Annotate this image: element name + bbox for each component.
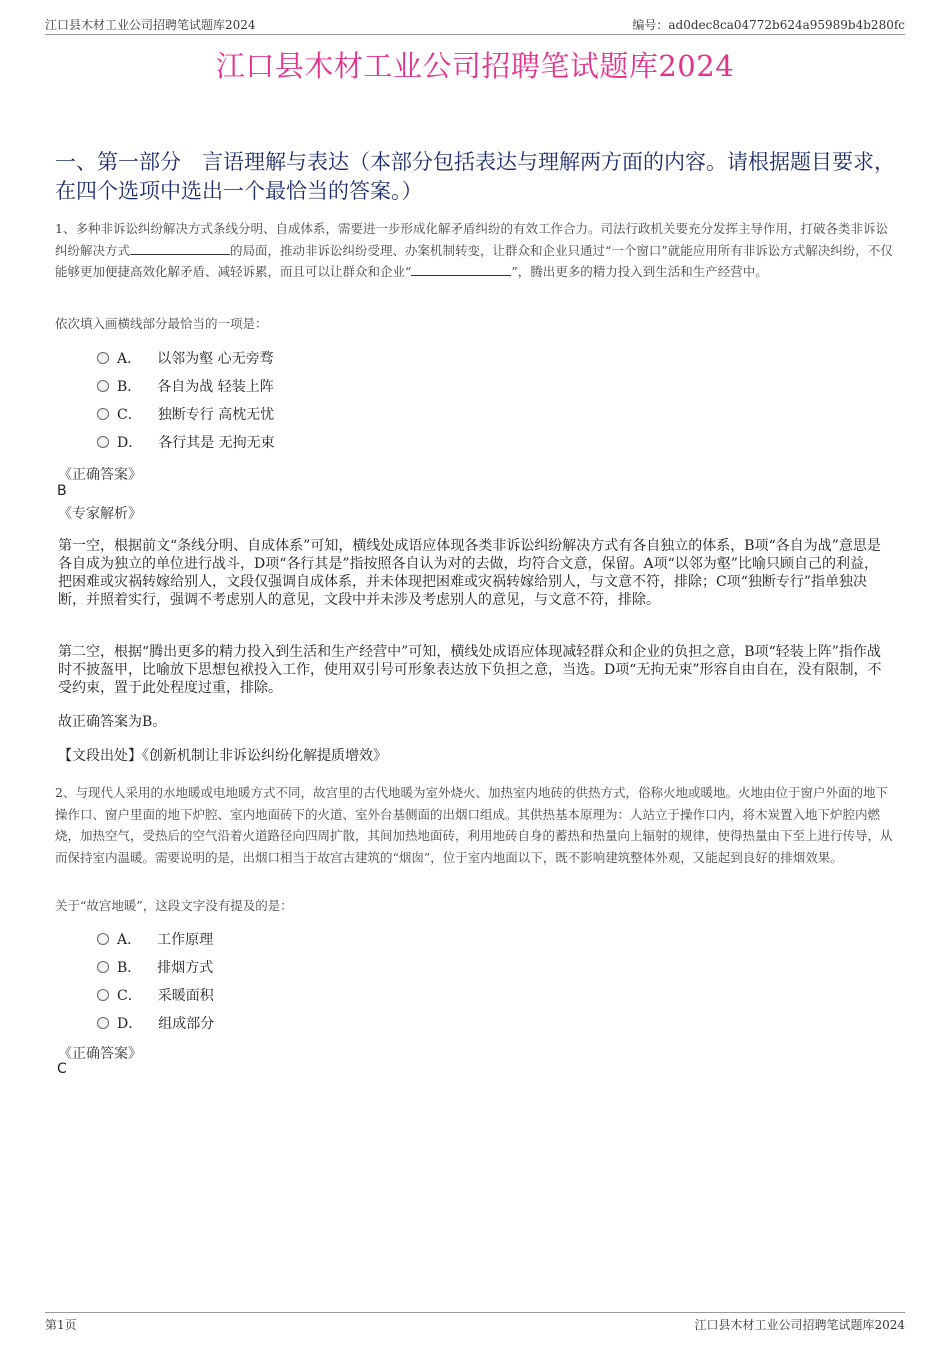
answer-value: B <box>57 483 67 499</box>
radio-button-icon[interactable] <box>97 380 109 392</box>
q1-option-a[interactable]: A． 以邻为壑 心无旁骛 <box>97 348 274 370</box>
question-1-prompt: 依次填入画横线部分最恰当的一项是： <box>55 316 268 331</box>
answer-label: 《正确答案》 <box>58 1046 142 1062</box>
q1-option-c[interactable]: C． 独断专行 高枕无忧 <box>97 404 274 426</box>
source-citation: 【文段出处】《创新机制让非诉讼纠纷化解提质增效》 <box>58 748 387 764</box>
q1-option-b[interactable]: B． 各自为战 轻装上阵 <box>97 376 274 398</box>
page-header <box>45 16 905 35</box>
radio-button-icon[interactable] <box>97 1017 109 1029</box>
q2-option-c[interactable]: C． 采暖面积 <box>97 985 214 1007</box>
footer-title: 江口县木材工业公司招聘笔试题库2024 <box>694 1318 905 1332</box>
section-heading: 一、第一部分 言语理解与表达（本部分包括表达与理解两方面的内容。请根据题目要求，在四个选项中选出一个最恰当的答案。） <box>55 150 895 203</box>
fill-blank <box>411 263 511 276</box>
q2-option-d[interactable]: D． 组成部分 <box>97 1013 214 1035</box>
radio-button-icon[interactable] <box>97 989 109 1001</box>
header-title: 江口县木材工业公司招聘笔试题库2024 <box>45 18 256 32</box>
answer-value: C <box>57 1061 67 1077</box>
question-2-prompt: 关于“故宫地暖”，这段文字没有提及的是： <box>55 898 293 913</box>
q1-option-d[interactable]: D． 各行其是 无拘无束 <box>97 432 275 454</box>
page-title: 江口县木材工业公司招聘笔试题库2024 <box>215 49 735 83</box>
q2-option-a[interactable]: A． 工作原理 <box>97 929 213 951</box>
page-number: 第1页 <box>45 1318 77 1332</box>
radio-button-icon[interactable] <box>97 933 109 945</box>
header-doc-id: 编号：ad0dec8ca04772b624a95989b4b280fc <box>632 18 905 32</box>
page-footer <box>45 1312 905 1333</box>
analysis-conclusion: 故正确答案为B。 <box>58 714 167 730</box>
question-2-text: 2、与现代人采用的水地暖或电地暖方式不同，故宫里的古代地暖为室外烧火、加热室内地砖的供热方式，俗称火地或暖地。火地由位于窗户外面的地下操作口、窗户里面的地下炉腔、室内地面砖下的火道、室外台基侧面的出烟口组成。其供热基本原理为：人站立于操作口内，将木炭置入地下炉腔内燃烧，加热空气，受热后的空气沿着火道路径向四周扩散，其间加热地面砖，利用地砖自身的蓄热和热量向上辐射的规律，使得热量由下至上进行传导，从而保持室内温暖。需要说明的是，出烟口相当于故宫古建筑的“烟囱”，位于室内地面以下，既不影响建筑整体外观，又能起到良好的排烟效果。 <box>55 785 893 865</box>
q2-option-b[interactable]: B． 排烟方式 <box>97 957 213 979</box>
radio-button-icon[interactable] <box>97 961 109 973</box>
analysis-paragraph-2: 第二空，根据“腾出更多的精力投入到生活和生产经营中”可知，横线处成语应体现减轻群众和企业的负担之意，B项“轻装上阵”指作战时不披盔甲，比喻放下思想包袱投入工作，使用双引号可形象表达放下负担之意，当选。D项“无拘无束”形容自由自在，没有限制，不受约束，置于此处程度过重，排除。 <box>58 644 882 696</box>
radio-button-icon[interactable] <box>97 408 109 420</box>
fill-blank <box>130 242 230 255</box>
question-1-text: 1、多种非诉讼纠纷解决方式条线分明、自成体系，需要进一步形成化解矛盾纠纷的有效工作合力。司法行政机关要充分发挥主导作用，打破各类非诉讼纠纷解决方式 的局面，推动非诉讼纠纷受理、办案机制转变，让群众和企业只通过“一个窗口”就能应用所有非诉讼方式解决纠纷，不仅能够更加便捷高效化解矛盾、减轻诉累，而且可以让群众和企业“ ”，腾出更多的精力投入到生活和生产经营中。 <box>55 221 893 279</box>
radio-button-icon[interactable] <box>97 436 109 448</box>
analysis-paragraph-1: 第一空，根据前文“条线分明、自成体系”可知，横线处成语应体现各类非诉讼纠纷解决方式有各自独立的体系，B项“各自为战”意思是各自成为独立的单位进行战斗，D项“各行其是”指按照各自认为对的去做，均符合文意，保留。A项“以邻为壑”比喻只顾自己的利益，把困难或灾祸转嫁给别人，文段仅强调自成体系，并未体现把困难或灾祸转嫁给别人，与文意不符，排除；C项“独断专行”指单独决断，并照着实行，强调不考虑别人的意见，文段中并未涉及考虑别人的意见，与文意不符，排除。 <box>58 538 881 608</box>
answer-label: 《正确答案》 <box>58 467 142 483</box>
analysis-label: 《专家解析》 <box>58 506 142 522</box>
radio-button-icon[interactable] <box>97 352 109 364</box>
